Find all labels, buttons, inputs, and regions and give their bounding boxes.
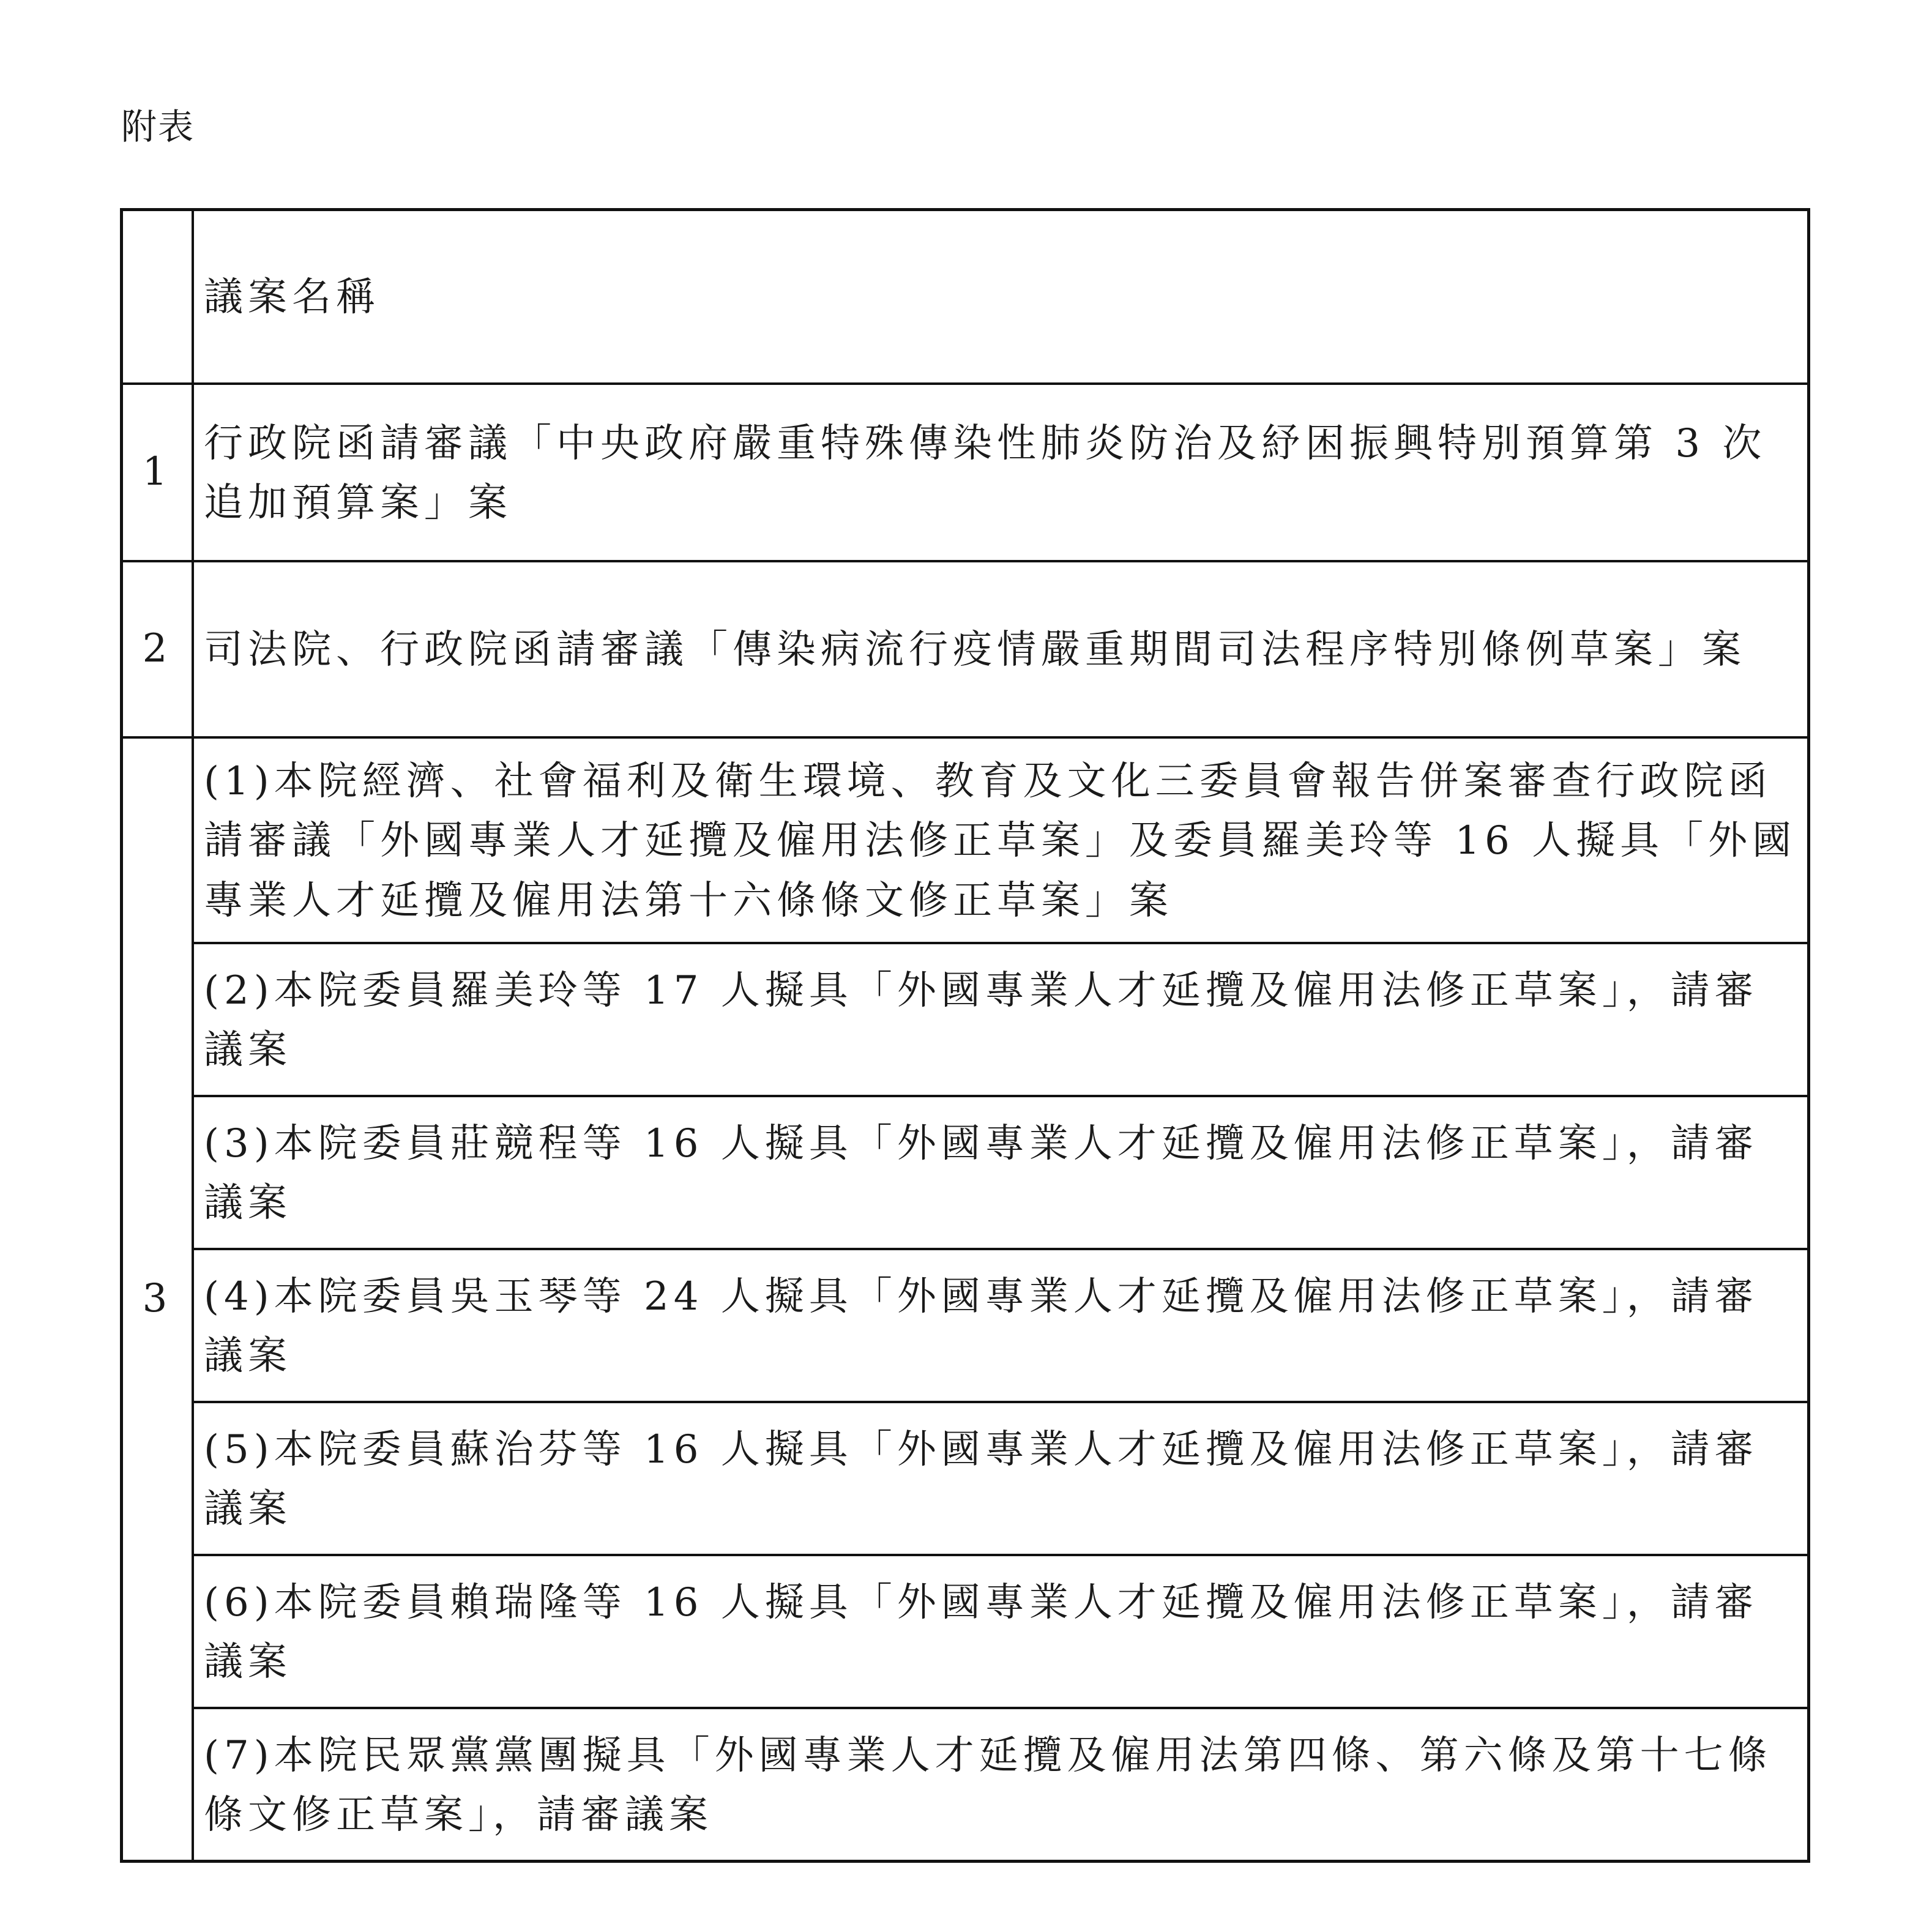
row-number-1: 1 (122, 384, 193, 561)
table-row (122, 1555, 1809, 1708)
table-row (122, 943, 1809, 1096)
agenda-table (120, 208, 1810, 1863)
bill-name-3-6: (6)本院委員賴瑞隆等 16 人擬具「外國專業人才延攬及僱用法修正草案」，請審議案 (193, 1555, 1809, 1708)
table-row (122, 1708, 1809, 1862)
table-row (122, 1402, 1809, 1555)
document-caption: 附表 (121, 106, 195, 147)
table-row (122, 1249, 1809, 1402)
bill-name-3-4: (4)本院委員吳玉琴等 24 人擬具「外國專業人才延攬及僱用法修正草案」，請審議案 (193, 1249, 1809, 1402)
header-title-cell: 議案名稱 (193, 210, 1809, 384)
bill-name-3-7: (7)本院民眾黨黨團擬具「外國專業人才延攬及僱用法第四條、第六條及第十七條條文修正草案」，請審議案 (193, 1708, 1809, 1862)
bill-name-3-5: (5)本院委員蘇治芬等 16 人擬具「外國專業人才延攬及僱用法修正草案」，請審議案 (193, 1402, 1809, 1555)
row-number-3: 3 (122, 737, 193, 1862)
header-number-cell (122, 210, 193, 384)
table-row (122, 737, 1809, 943)
table-header-row (122, 210, 1809, 384)
bill-name-1: 行政院函請審議「中央政府嚴重特殊傳染性肺炎防治及紓困振興特別預算第 3 次追加預算案」案 (193, 384, 1809, 561)
row-number-2: 2 (122, 561, 193, 737)
bill-name-3-1: (1)本院經濟、社會福利及衛生環境、教育及文化三委員會報告併案審查行政院函請審議「外國專業人才延攬及僱用法修正草案」及委員羅美玲等 16 人擬具「外國專業人才延攬及僱用法第十六條條文修正草案」案 (193, 737, 1809, 943)
bill-name-3-2: (2)本院委員羅美玲等 17 人擬具「外國專業人才延攬及僱用法修正草案」，請審議案 (193, 943, 1809, 1096)
bill-name-3-3: (3)本院委員莊競程等 16 人擬具「外國專業人才延攬及僱用法修正草案」，請審議案 (193, 1096, 1809, 1249)
table-row (122, 561, 1809, 737)
table-row (122, 1096, 1809, 1249)
table-row (122, 384, 1809, 561)
bill-name-2: 司法院、行政院函請審議「傳染病流行疫情嚴重期間司法程序特別條例草案」案 (193, 561, 1809, 737)
